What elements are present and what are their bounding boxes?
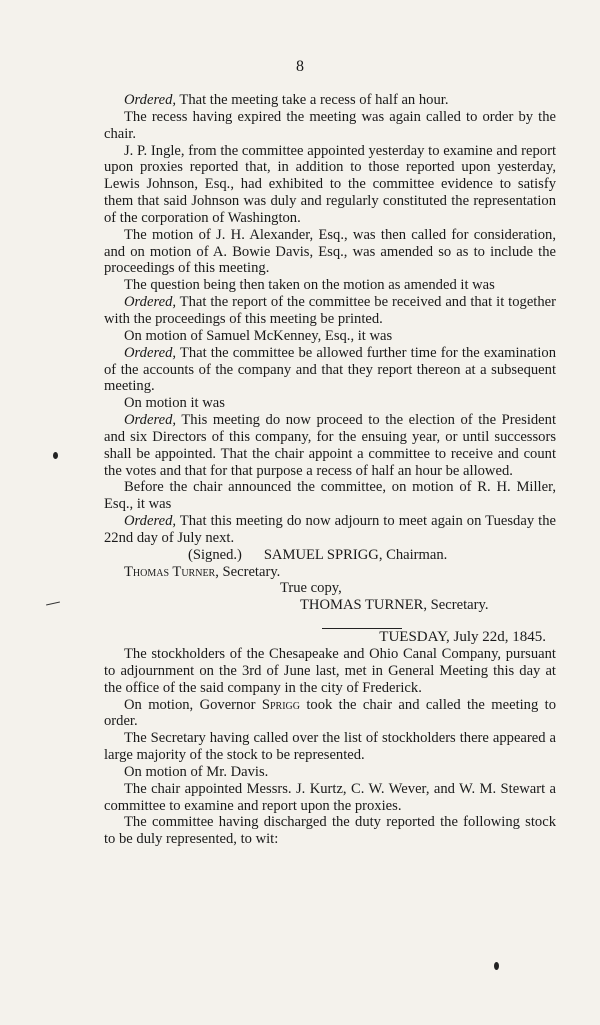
paragraph: Ordered, This meeting do now proceed to the election of the President and six Directors of this company, for the ensuing year, or until successors shall be appointed. That the chair appoint a committee to receive and count the votes and that for that purpose a recess of half an hour be allowed. <box>104 412 556 479</box>
meeting-section <box>104 646 556 848</box>
margin-dash <box>46 602 60 606</box>
document-body <box>104 92 556 848</box>
paragraph: The stockholders of the Chesapeake and Ohio Canal Company, pursuant to adjournment on the 3rd of June last, met in General Meeting this day at the office of the said company in the city of Frederick. <box>104 646 556 696</box>
paragraph: The chair appointed Messrs. J. Kurtz, C. W. Wever, and W. M. Stewart a committee to examine and report upon the proxies. <box>104 780 556 814</box>
secretary-name: Thomas Turner, <box>124 563 219 580</box>
paragraph: Ordered, That the meeting take a recess of half an hour. <box>124 92 449 108</box>
margin-dot <box>494 962 499 970</box>
paragraph: The motion of J. H. Alexander, Esq., was then called for consideration, and on motion of A. Bowie Davis, Esq., was amended so as to include the proceedings of this meeting. <box>104 226 556 277</box>
paragraph: Before the chair announced the committee, on motion of R. H. Miller, Esq., it was <box>104 479 556 513</box>
section-divider <box>322 628 402 629</box>
final-secretary-signature: THOMAS TURNER, Secretary. <box>300 597 489 614</box>
paragraph: On motion of Samuel McKenney, Esq., it was <box>124 327 393 344</box>
secretary-title: Secretary. <box>218 563 281 580</box>
page-number: 8 <box>296 58 304 75</box>
paragraph: J. P. Ingle, from the committee appointed yesterday to examine and report upon proxies reported that, in addition to those reported upon yesterday, Lewis Johnson, Esq., had exhibited to the committee evidence to satisfy them that said Johnson was duly and regularly constituted the representation of the corporation of Washington. <box>104 142 556 226</box>
secretary-line <box>104 564 556 581</box>
paragraph: On motion it was <box>124 395 225 412</box>
paragraph: Ordered, That this meeting do now adjourn to meet again on Tuesday the 22nd day of July next. <box>104 513 556 546</box>
signed-label: (Signed.) <box>188 546 242 563</box>
paragraph: Ordered, That the committee be allowed further time for the examination of the accounts of the company and that they report thereon at a subsequent meeting. <box>104 344 556 395</box>
signature-block <box>104 547 556 614</box>
paragraph: The committee having discharged the duty reported the following stock to be duly represented, to wit: <box>104 814 556 848</box>
true-copy-line: True copy, <box>280 580 342 597</box>
chairman-signature: SAMUEL SPRIGG, Chairman. <box>263 546 448 563</box>
paragraph: The question being then taken on the motion as amended it was <box>124 277 495 294</box>
margin-dot <box>53 452 58 459</box>
paragraph: The Secretary having called over the list of stockholders there appeared a large majority of the stock to be represented. <box>104 730 556 764</box>
proceedings-section <box>104 92 556 547</box>
date-heading: TUESDAY, July 22d, 1845. <box>379 629 546 646</box>
signed-line <box>104 547 556 564</box>
paragraph: Ordered, That the report of the committee be received and that it together with the proceedings of this meeting be printed. <box>104 294 556 327</box>
paragraph: The recess having expired the meeting was again called to order by the chair. <box>104 108 556 142</box>
paragraph: On motion of Mr. Davis. <box>124 763 269 780</box>
paragraph: On motion, Governor Sprigg took the chair and called the meeting to order. <box>104 696 556 730</box>
